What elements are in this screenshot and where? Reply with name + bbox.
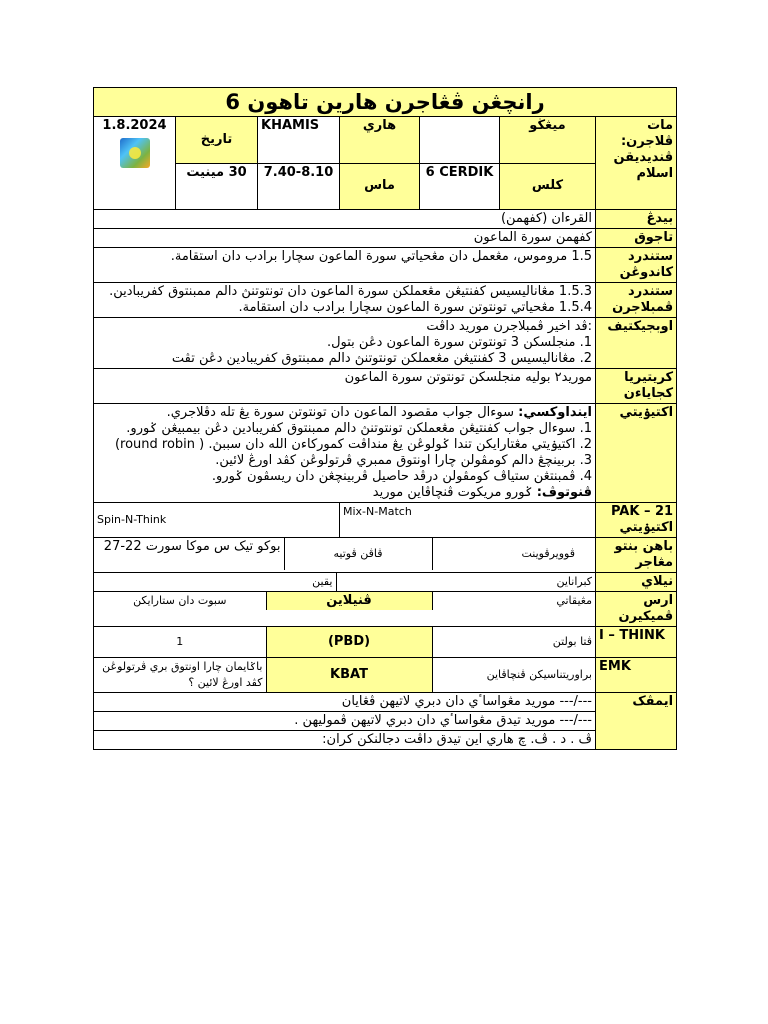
success-criteria-label: كريتيريا كجاياءن — [596, 369, 677, 404]
emk-label: EMK — [596, 658, 677, 693]
values-label: نيلاي — [596, 573, 677, 592]
activity-closure-label: ڤنوتوڤ: — [536, 485, 592, 500]
tajuk-value: كفهمن سورة الماعون — [94, 229, 596, 248]
bidang-value: القرءان (كفهمن) — [94, 210, 596, 229]
pak-mix-n-match: Mix-N-Match — [340, 503, 596, 538]
ithink-pbd: (PBD) — [266, 627, 432, 657]
week-label: ميڠڬو — [500, 117, 596, 164]
activity-closure — [97, 485, 592, 501]
thinking-stream-inner — [94, 592, 595, 610]
teaching-aid-textbook: بوكو تيک س موكا سورت 22-27 — [103, 539, 281, 554]
date-cell — [94, 117, 176, 210]
activity-closure-text: ݢورو مريكوت ڤنچاڤاين موريد — [372, 485, 533, 500]
page-title: رانچڠن ڤڠاجرن هارين تاهون 6 — [94, 88, 677, 117]
activity-4: 4. ڤمبنتڠن ستياڤ كومڤولن درڤد حاصيل ڤربينچڠن دان ريسڤون ݢورو. — [211, 469, 592, 484]
teaching-aids-inner — [94, 538, 595, 570]
class-label: كلس — [500, 163, 596, 210]
impact-3: ڤ . د . ڤ. چ هاري اين تيدق داڤت دجالنكن كران: — [94, 731, 596, 750]
success-criteria-value: موريد٢ بوليه منجلسكن تونتوتن سورة الماعون — [94, 369, 596, 404]
date-value: 1.8.2024 — [102, 118, 167, 133]
objective-value — [94, 318, 596, 369]
content-standard-value: 1.5 مروموس، مڠعمل دان مڠحياتي سورة الماعون سچارا برادب دان استقامة. — [94, 248, 596, 283]
thinking-remember: مڠيقاتي — [432, 592, 595, 610]
pak-spin-n-think: Spin-N-Think — [94, 503, 340, 538]
activity-label: اكتيۏيتي — [596, 404, 677, 503]
ithink-row — [94, 627, 596, 658]
time-value: 7.40-8.10 — [258, 163, 340, 210]
activity-induction-text: سوءال جواب مقصود الماعون دان تونتوتن سورة يڠ تله دڤلاجري. — [166, 405, 515, 420]
thinking-evaluation: ڤنيلاين — [266, 592, 432, 610]
objective-label: اوبجيكتيف — [596, 318, 677, 369]
tajuk-label: تاجوق — [596, 229, 677, 248]
lesson-plan — [93, 87, 676, 750]
ithink-label: I – THINK — [596, 627, 677, 658]
activity-value — [94, 404, 596, 503]
objective-1: 1. منجلسكن 3 تونتوتن سورة الماعون دڠن بتول. — [326, 335, 592, 350]
bidang-label: بيدڠ — [596, 210, 677, 229]
date-label: تاريخ — [176, 117, 258, 164]
value-yakin: يقين — [312, 575, 333, 588]
value-keberanian: كبراناين — [336, 573, 595, 591]
teaching-aid-powerpoint: ڤوويرڤوينت — [432, 538, 595, 570]
emk-row — [94, 658, 596, 693]
duration-value: 30 مينيت — [176, 163, 258, 210]
impact-2: ---/--- موريد تيدق مڠواساٴي دان دبري لاتيهن ڤموليهن . — [94, 712, 596, 731]
values-row — [94, 573, 596, 592]
day-value: KHAMIS — [258, 117, 340, 164]
emk-hots-question: باݢايمان چارا اونتوق بري ڤرتولوڠن كڤد اورڠ لائين ؟ — [102, 660, 263, 689]
subject-label: مات ڤلاجرن: ڤنديديقن اسلام — [596, 117, 677, 210]
impact-1: ---/--- موريد مڠواساٴي دان دبري لاتيهن ڤڠايان — [94, 693, 596, 712]
ithink-bubble-map: ڤتا بولتن — [432, 627, 595, 657]
book-cover-thumbnail — [120, 138, 150, 168]
impact-label: ايمڤک — [596, 693, 677, 750]
objective-intro: :ڤد اخير ڤمبلاجرن موريد داڤت — [426, 319, 592, 334]
ithink-inner — [94, 627, 595, 657]
emk-entrepreneurship: براوريتناسيكن ڤنچاڤاين — [432, 658, 595, 692]
class-value: 6 CERDIK — [420, 163, 500, 210]
day-blank — [420, 117, 500, 164]
activity-3: 3. بربينچڠ دالم كومڤولن چارا اونتوق ممبري ڤرتولوڠن كڤد اورڠ لائين. — [215, 453, 592, 468]
ithink-pbd-level: 1 — [176, 635, 184, 648]
thinking-list-compare: سبوت دان ستارايكن — [133, 594, 227, 607]
pak-label: 21 – PAK اكتيۏيتي — [596, 503, 677, 538]
thinking-stream-label: ارس ڤميكيرن — [596, 592, 677, 627]
lesson-plan-table — [93, 87, 677, 750]
learning-standard-1: 1.5.3 مڠاناليسيس كفنتيڠن مڠعملكن سورة الماعون دان تونتوتنڽ دالم ممبنتوق كفريبادين. — [109, 284, 592, 299]
learning-standard-2: 1.5.4 مڠحياتي تونتوتن سورة الماعون سچارا برادب دان استقامة. — [238, 300, 592, 315]
time-label: ماس — [340, 163, 420, 210]
learning-standard-value — [94, 283, 596, 318]
emk-inner — [94, 658, 595, 692]
teaching-aids-label: باهن بنتو مڠاجر — [596, 538, 677, 573]
thinking-stream-row — [94, 592, 596, 627]
learning-standard-label: ستندرد ڤمبلاجرن — [596, 283, 677, 318]
content-standard-label: ستندرد كاندوڠن — [596, 248, 677, 283]
day-label: هاري — [340, 117, 420, 164]
activity-1: 1. سوءال جواب كفنتيڠن مڠعملكن تونتوتنڽ دالم ممبنتوق كفريبادين دڠن بيمبيڠن ݢورو. — [126, 421, 592, 436]
objective-2: 2. مڠاناليسيس 3 كفنتيڠن مڠعملكن تونتوتنڽ دالم ممبنتوق كفريبادين دڠن تڤت — [171, 351, 592, 366]
values-inner — [94, 573, 595, 591]
teaching-aid-whiteboard: ڤاڤن ڤوتيه — [284, 538, 432, 570]
activity-induction-label: اينداوكسي: — [518, 405, 592, 420]
activity-2: 2. اكتيۏيتي مڠتارايكن تندا ݢولوڠن يڠ منداڤت كموركاءن الله دان سببڽ. ( round robin) — [114, 437, 592, 452]
activity-induction — [97, 405, 592, 421]
emk-kbat: KBAT — [266, 658, 432, 692]
teaching-aids-row — [94, 538, 596, 573]
